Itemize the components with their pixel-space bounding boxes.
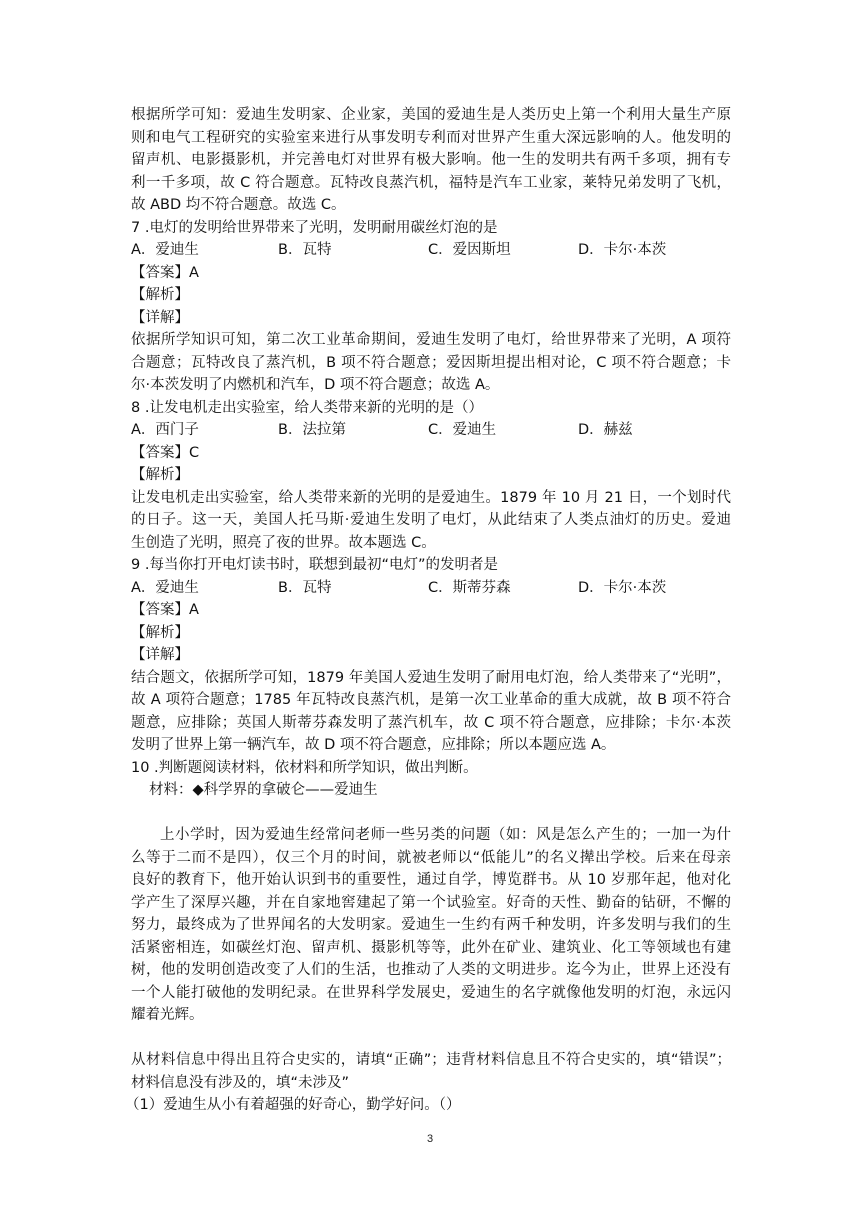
option-d: D．卡尔·本茨: [578, 579, 667, 596]
detail-label: 【详解】: [131, 309, 189, 326]
question-7: [131, 217, 731, 397]
text-line: 结合题文，依据所学可知，1879 年美国人爱迪生发明了耐用电灯泡，给人类带来了“光明”，: [131, 669, 731, 686]
text-line: 学产生了深厚兴趣，并在自家地窖建起了第一个试验室。好奇的天性、勤奋的钻研，不懈的: [131, 894, 731, 911]
page-number: 3: [426, 1133, 434, 1145]
option-d: D．赫兹: [578, 422, 633, 438]
text-line: 故 ABD 均不符合题意。故选 C。: [131, 197, 346, 213]
text-line: 故 A 项符合题意；1785 年瓦特改良蒸汽机，是第一次工业革命的重大成就，故 B 项不符合: [131, 692, 731, 708]
text-line: 上小学时，因为爱迪生经常问老师一些另类的问题（如：风是怎么产生的；一加一为什: [160, 827, 731, 843]
text-line: 题意，应排除；英国人斯蒂芬森发明了蒸汽机车，故 C 项不符合题意，应排除；卡尔·本茨: [131, 714, 731, 731]
question-8: [131, 397, 731, 555]
analysis-label: 【解析】: [131, 624, 189, 641]
text-line: 活紧密相连，如碳丝灯泡、留声机、摄影机等等，此外在矿业、建筑业、化工等领域也有建: [131, 939, 731, 956]
option-a: A．爱迪生: [131, 579, 199, 596]
text-line: 留声机、电影摄影机，并完善电灯对世界有极大影响。他一生的发明共有两千多项，拥有专: [131, 152, 731, 168]
option-d: D．卡尔·本茨: [578, 242, 667, 258]
options-row: [131, 577, 731, 600]
text-line: 合题意；瓦特改良了蒸汽机，B 项不符合题意；爱因斯坦提出相对论，C 项不符合题意；卡: [131, 354, 731, 371]
spacer: [131, 1027, 731, 1050]
option-a: A．爱迪生: [131, 242, 199, 258]
text-line: 尔·本茨发明了内燃机和汽车，D 项不符合题意；故选 A。: [131, 377, 500, 393]
option-b: B．瓦特: [278, 242, 332, 258]
option-b: B．瓦特: [278, 579, 332, 596]
answer-label: 【答案】A: [131, 264, 199, 281]
text-line: 生创造了光明，照亮了夜的世界。故本题选 C。: [131, 534, 436, 551]
text-line: 则和电气工程研究的实验室来进行从事发明专利而对世界产生重大深远影响的人。他发明的: [131, 129, 731, 146]
document-body: [125, 104, 731, 1117]
analysis-label: 【解析】: [131, 287, 189, 303]
text-line: 努力，最终成为了世界闻名的大发明家。爱迪生一生约有两千种发明，许多发明与我们的生: [131, 917, 731, 933]
question-stem: 9 .每当你打开电灯读书时，联想到最初“电灯”的发明者是: [131, 557, 498, 573]
text-line: 一个人能打破他的发明纪录。在世界科学发展史，爱迪生的名字就像他发明的灯泡，永远闪: [131, 984, 731, 1001]
detail-label: 【详解】: [131, 647, 189, 663]
material-passage: [131, 824, 731, 1027]
question-stem: 10 .判断题阅读材料，依材料和所学知识，做出判断。: [131, 759, 478, 776]
intro-explanation: [131, 104, 731, 217]
question-stem: 7 .电灯的发明给世界带来了光明，发明耐用碳丝灯泡的是: [131, 219, 498, 236]
answer-label: 【答案】C: [131, 444, 200, 461]
option-c: C．斯蒂芬森: [428, 579, 511, 596]
text-line: 依据所学知识可知，第二次工业革命期间，爱迪生发明了电灯，给世界带来了光明，A 项符: [131, 332, 731, 348]
question-10: [125, 757, 731, 1117]
sub-question-1: （1）爱迪生从小有着超强的好奇心，勤学好问。（）: [125, 1097, 461, 1113]
question-stem: 8 .让发电机走出实验室，给人类带来新的光明的是（）: [131, 399, 483, 416]
option-c: C．爱迪生: [428, 422, 497, 438]
spacer: [131, 802, 731, 825]
instruction-line: 从材料信息中得出且符合史实的，请填“正确”；违背材料信息且不符合史实的，填“错误”；: [131, 1052, 731, 1068]
text-line: 发明了世界上第一辆汽车，故 D 项不符合题意，应排除；所以本题应选 A。: [131, 737, 616, 753]
text-line: 利一千多项，故 C 符合题意。瓦特改良蒸汽机，福特是汽车工业家，莱特兄弟发明了飞机，: [131, 174, 731, 191]
material-title: 材料：◆科学界的拿破仑——爱迪生: [149, 782, 378, 798]
text-line: 么等于二而不是四），仅三个月的时间，就被老师以“低能儿”的名义撵出学校。后来在母亲: [131, 849, 731, 866]
options-row: [131, 419, 731, 442]
text-line: 树，他的发明创造改变了人们的生活，也推动了人类的文明进步。迄今为止，世界上还没有: [131, 962, 731, 978]
instruction-line: 材料信息没有涉及的，填“未涉及”: [131, 1074, 350, 1091]
question-9: [131, 554, 731, 757]
text-line: 耀着光辉。: [131, 1007, 204, 1023]
options-row: [131, 239, 731, 262]
option-c: C．爱因斯坦: [428, 242, 511, 258]
text-line: 良好的教育下，他开始认识到书的重要性，通过自学，博览群书。从 10 岁那年起，他对化: [131, 872, 731, 888]
text-line: 让发电机走出实验室，给人类带来新的光明的是爱迪生。1879 年 10 月 21 日，一个划时代: [131, 489, 731, 506]
text-line: 的日子。这一天，美国人托马斯·爱迪生发明了电灯，从此结束了人类点油灯的历史。爱迪: [131, 512, 731, 528]
text-line: 根据所学可知：爱迪生发明家、企业家，美国的爱迪生是人类历史上第一个利用大量生产原: [131, 107, 731, 123]
answer-label: 【答案】A: [131, 602, 199, 618]
option-b: B．法拉第: [278, 422, 346, 438]
analysis-label: 【解析】: [131, 467, 189, 483]
option-a: A．西门子: [131, 422, 199, 438]
